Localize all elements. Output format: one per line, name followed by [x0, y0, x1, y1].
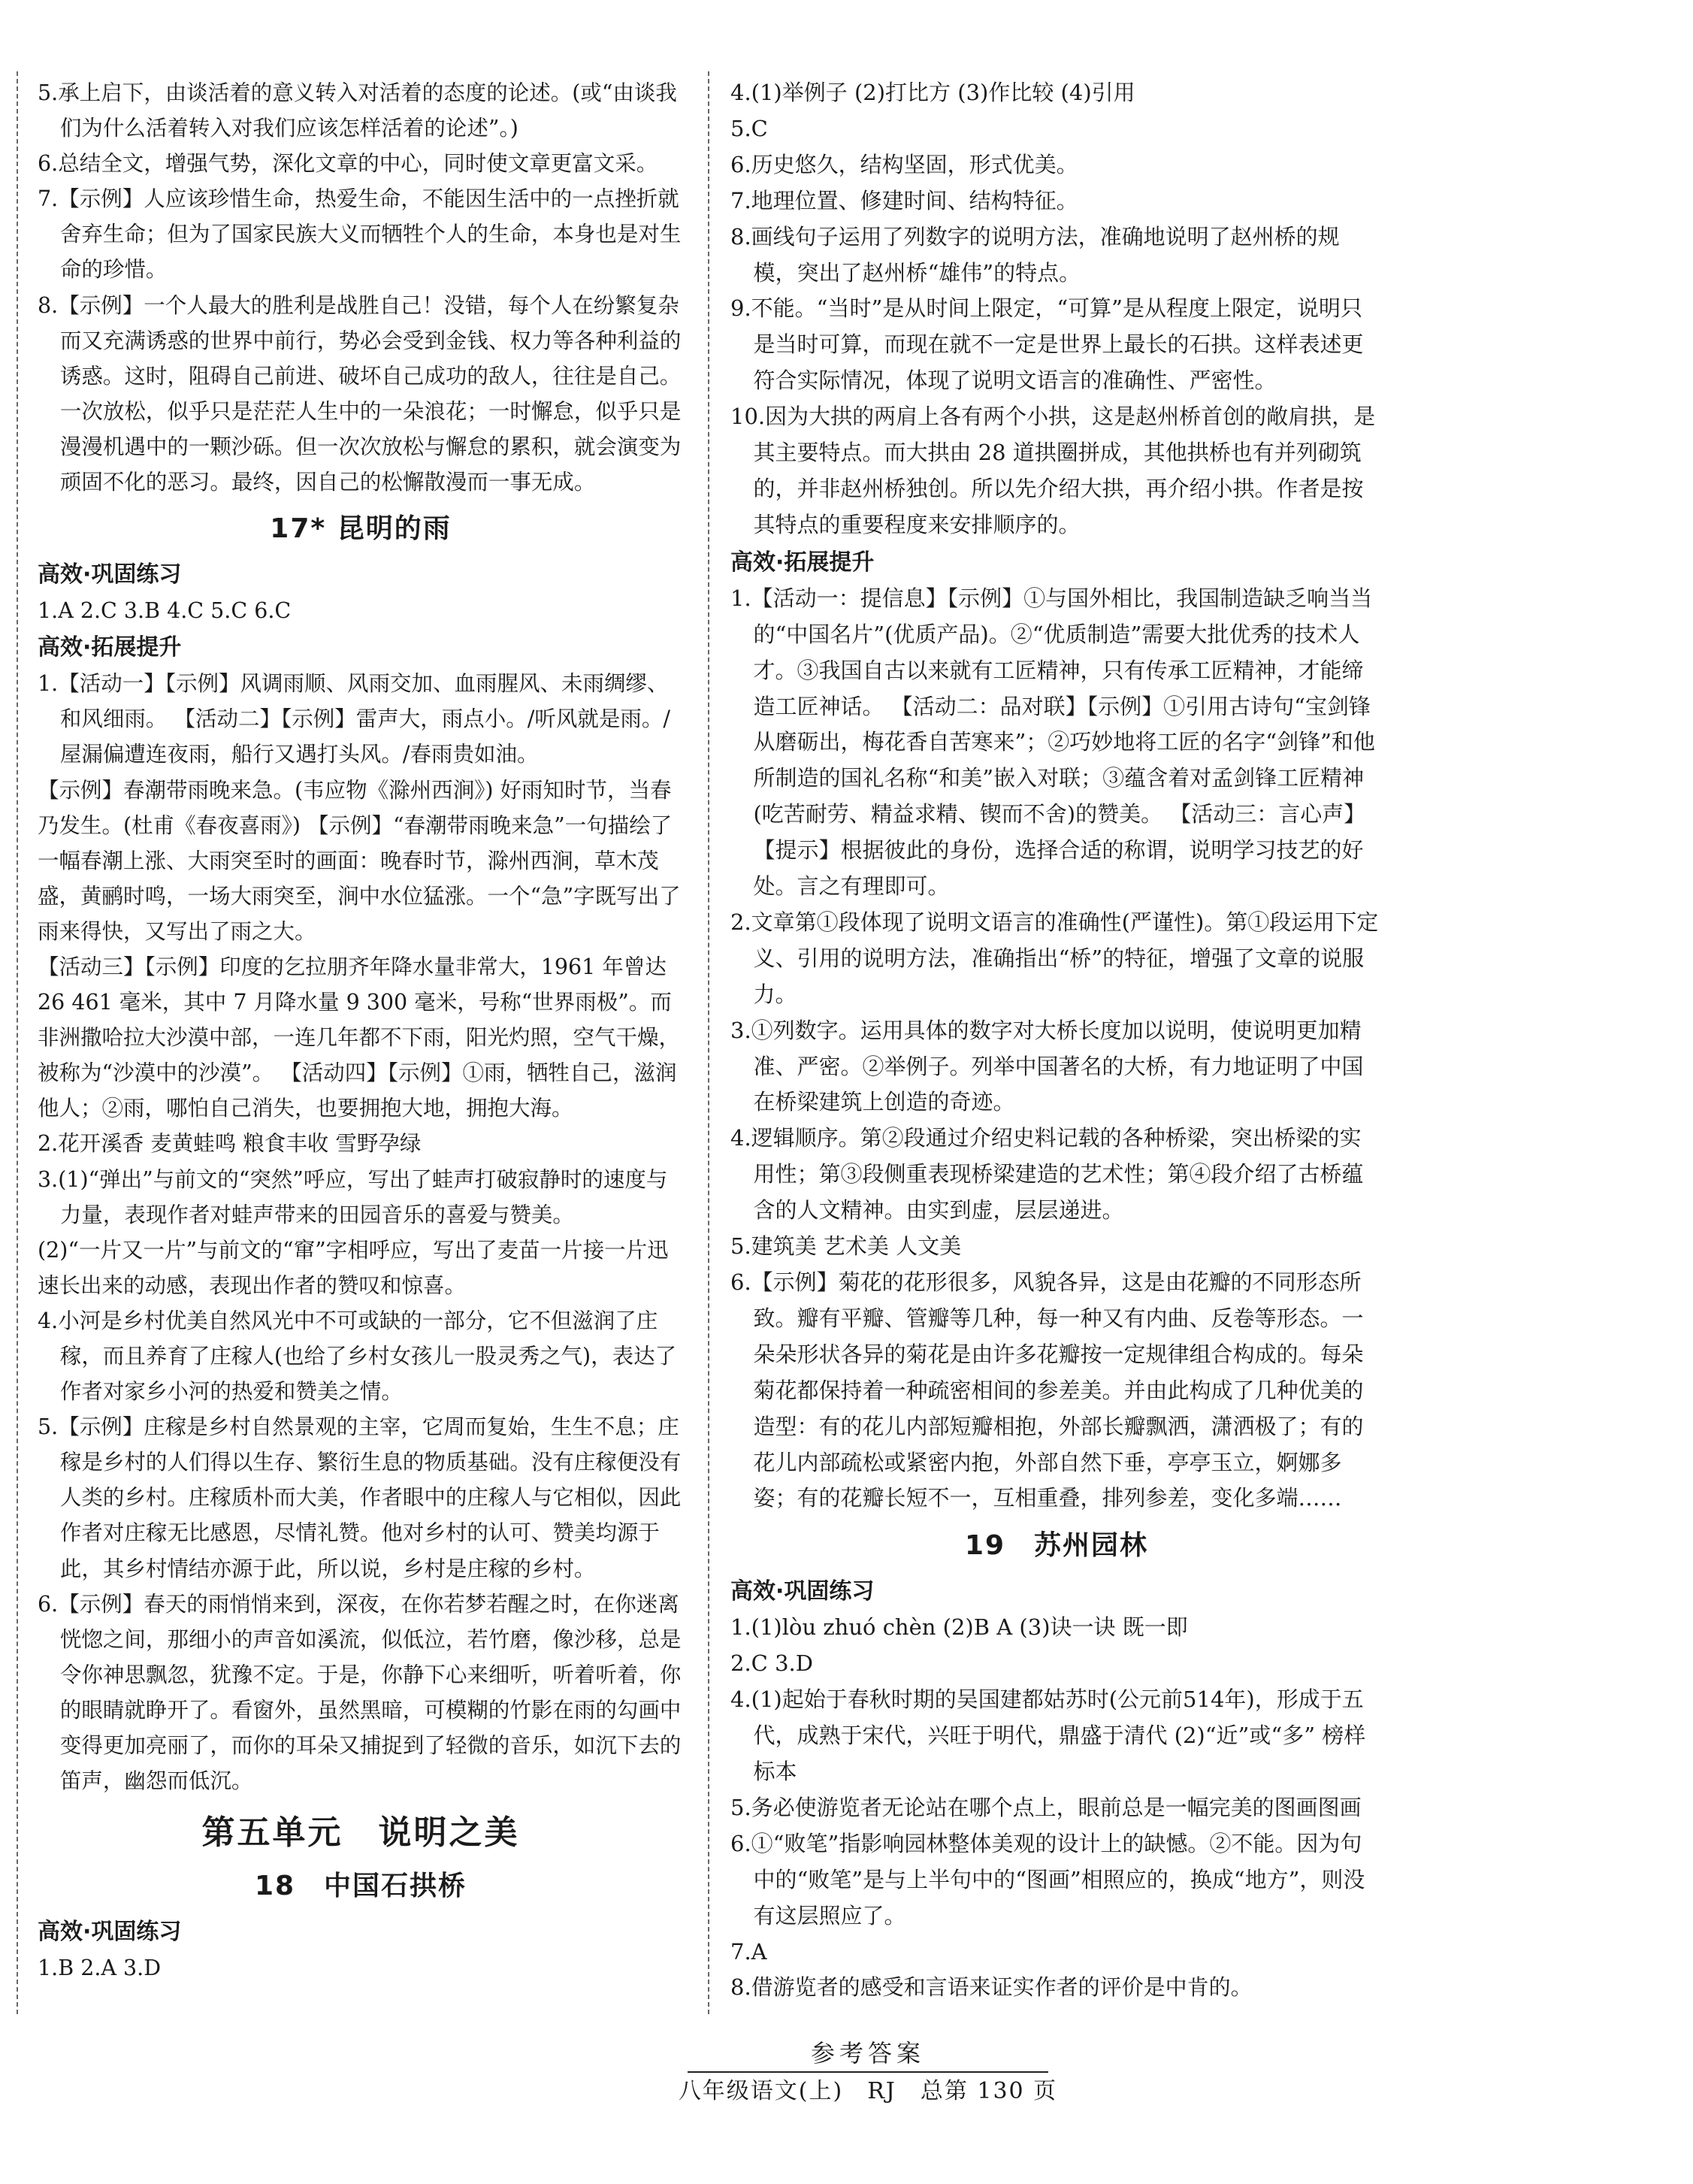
answer-item: 4.(1)举例子 (2)打比方 (3)作比较 (4)引用: [730, 80, 1135, 105]
answer-item: 1.B 2.A 3.D: [38, 1956, 162, 1981]
answer-item: 6.①“败笔”指影响园林整体美观的设计上的缺憾。②不能。因为句中的“败笔”是与上半句中的“图画”相照应的，换成“地方”，则没有这层照应了。: [730, 1830, 1365, 1928]
left-margin-dashed-rule: [17, 71, 18, 2014]
answer-item: 8.画线句子运用了列数字的说明方法，准确地说明了赵州桥的规模，突出了赵州桥“雄伟”的特点。: [730, 223, 1340, 286]
answer-item: 6.【示例】春天的雨悄悄来到，深夜，在你若梦若醒之时，在你迷离恍惚之间，那细小的声音如溪流，似低泣，若竹磨，像沙移，总是令你神思飘忽，犹豫不定。于是，你静下心来细听，听着听着，你的眼睛就睁开了。看窗外，虽然黑暗，可模糊的竹影在雨的勾画中变得更加亮丽了，而你的耳朵又捕捉到了轻微的音乐，如沉下去的笛声，幽怨而低沉。: [38, 1591, 682, 1794]
lesson-title: 18 中国石拱桥: [254, 1871, 467, 1902]
answer-item: 2.C 3.D: [730, 1650, 813, 1677]
answer-item: 2.文章第①段体现了说明文语言的准确性(严谨性)。第①段运用下定义、引用的说明方法，准确指出“桥”的特征，增强了文章的说服力。: [730, 909, 1379, 1007]
answer-item: 5.建筑美 艺术美 人文美: [730, 1233, 962, 1260]
section-label: 高效·巩固练习: [38, 561, 182, 588]
answer-item: 6.【示例】菊花的花形很多，风貌各异，这是由花瓣的不同形态所致。瓣有平瓣、管瓣等几种，每一种又有内曲、反卷等形态。一朵朵形状各异的菊花是由许多花瓣按一定规律组合构成的。每朵菊花都保持着一种疏密相间的参差美。并由此构成了几种优美的造型：有的花儿内部短瓣相抱，外部长瓣飘洒，潇洒极了；有的花儿内部疏松或紧密内抱，外部自然下垂，亭亭玉立，婀娜多姿；有的花瓣长短不一，互相重叠，排列参差，变化多端……: [730, 1269, 1364, 1511]
answer-item: 5.承上启下，由谈活着的意义转入对活着的态度的论述。(或“由谈我们为什么活着转入对我们应该怎样活着的论述”。): [38, 80, 677, 141]
answer-item: 7.A: [730, 1938, 767, 1965]
answer-item: 9.不能。“当时”是从时间上限定，“可算”是从程度上限定，说明只是当时可算，而现在就不一定是世界上最长的石拱。这样表述更符合实际情况，体现了说明文语言的准确性、严密性。: [730, 295, 1364, 394]
left-column: [38, 75, 684, 1986]
answer-item: (2)“一片又一片”与前文的“窜”字相呼应，写出了麦苗一片接一片迅速长出来的动感，表现出作者的赞叹和惊喜。: [38, 1237, 669, 1298]
answer-item: 8.借游览者的感受和言语来证实作者的评价是中肯的。: [730, 1974, 1253, 2001]
answer-item: 4.逻辑顺序。第②段通过介绍史料记载的各种桥梁，突出桥梁的实用性；第③段侧重表现桥梁建造的艺术性；第④段介绍了古桥蕴含的人文精神。由实到虚，层层递进。: [730, 1125, 1364, 1224]
page-footer: [642, 2037, 1093, 2107]
footer-rule: [688, 2071, 1048, 2073]
answer-item: 7.地理位置、修建时间、结构特征。: [730, 187, 1078, 213]
lesson-title: 17* 昆明的雨: [270, 513, 452, 545]
answer-item: 3.(1)“弹出”与前文的“突然”呼应，写出了蛙声打破寂静时的速度与力量，表现作者对蛙声带来的田园音乐的喜爱与赞美。: [38, 1166, 668, 1227]
answer-item: 5.C: [730, 115, 768, 141]
answer-item: 3.①列数字。运用具体的数字对大桥长度加以说明，使说明更加精准、严密。②举例子。列举中国著名的大桥，有力地证明了中国在桥梁建筑上创造的奇迹。: [730, 1017, 1364, 1115]
answer-item: 【示例】春潮带雨晚来急。(韦应物《滁州西涧》) 好雨知时节，当春乃发生。(杜甫《春夜喜雨》) 【示例】“春潮带雨晚来急”一句描绘了一幅春潮上涨、大雨突至时的画面：晚春时节，滁州西涧，草木茂盛，黄鹂时鸣，一场大雨突至，涧中水位猛涨。一个“急”字既写出了雨来得快，又写出了雨之大。: [38, 777, 681, 944]
answer-item: 10.因为大拱的两肩上各有两个小拱，这是赵州桥首创的敞肩拱，是其主要特点。而大拱由 28 道拱圈拼成，其他拱桥也有并列砌筑的，并非赵州桥独创。所以先介绍大拱，再介绍小拱。作者是按其特点的重要程度来安排顺序的。: [730, 404, 1376, 537]
answer-item: 7.【示例】人应该珍惜生命，热爱生命，不能因生活中的一点挫折就舍弃生命；但为了国家民族大义而牺牲个人的生命，本身也是对生命的珍惜。: [38, 186, 682, 283]
section-label: 高效·拓展提升: [38, 634, 182, 661]
answer-item: 1.【活动一：提信息】【示例】①与国外相比，我国制造缺乏响当当的“中国名片”(优质产品)。②“优质制造”需要大批优秀的技术人才。③我国自古以来就有工匠精神，只有传承工匠精神，才能缔造工匠神话。 【活动二：品对联】【示例】①引用古诗句“宝剑锋从磨砺出，梅花香自苦寒来”；②巧妙地将工匠的名字“剑锋”和他所制造的国礼名称“和美”嵌入对联；③蕴含着对孟剑锋工匠精神(吃苦耐劳、精益求精、锲而不舍)的赞美。 【活动三：言心声】【提示】根据彼此的身份，选择合适的称谓，说明学习技艺的好处。言之有理即可。: [730, 585, 1375, 900]
answer-item: 1.A 2.C 3.B 4.C 5.C 6.C: [38, 598, 292, 624]
answer-item: 4.(1)起始于春秋时期的吴国建都姑苏时(公元前514年)，形成于五代，成熟于宋代，兴旺于明代，鼎盛于清代 (2)“近”或“多” 榜样 标本: [730, 1686, 1366, 1784]
answer-item: 8.【示例】一个人最大的胜利是战胜自己！没错，每个人在纷繁复杂而又充满诱惑的世界中前行，势必会受到金钱、权力等各种利益的诱惑。这时，阻碍自己前进、破坏自己成功的敌人，往往是自己。一次放松，似乎只是茫茫人生中的一朵浪花；一时懈怠，似乎只是漫漫机遇中的一颗沙砾。但一次次放松与懈怠的累积，就会演变为顽固不化的恶习。最终，因自己的松懈散漫而一事无成。: [38, 292, 682, 495]
section-label: 高效·巩固练习: [730, 1578, 875, 1605]
lesson-title: 19 苏州园林: [964, 1530, 1149, 1562]
right-margin-dashed-rule: [708, 71, 709, 2014]
answer-item: 1.【活动一】【示例】风调雨顺、风雨交加、血雨腥风、未雨绸缪、和风细雨。 【活动二】【示例】雷声大，雨点小。/听风就是雨。/屋漏偏遭连夜雨，船行又遇打头风。/春雨贵如油。: [38, 671, 670, 767]
right-column: [730, 75, 1383, 2006]
answer-item: 5.【示例】庄稼是乡村自然景观的主宰，它周而复始，生生不息；庄稼是乡村的人们得以生存、繁衍生息的物质基础。没有庄稼便没有人类的乡村。庄稼质朴而大美，作者眼中的庄稼人与它相似，因此作者对庄稼无比感恩，尽情礼赞。他对乡村的认可、赞美均源于此，其乡村情结亦源于此，所以说，乡村是庄稼的乡村。: [38, 1414, 682, 1581]
answer-item: 2.花开溪香 麦黄蛙鸣 粮食丰收 雪野孕绿: [38, 1131, 422, 1157]
answer-item: 5.务必使游览者无论站在哪个点上，眼前总是一幅完美的图画图画: [730, 1794, 1362, 1820]
footer-page-info: 八年级语文(上) RJ 总第 130 页: [678, 2078, 1058, 2104]
section-label: 高效·巩固练习: [38, 1919, 182, 1946]
answer-item: 6.总结全文，增强气势，深化文章的中心，同时使文章更富文采。: [38, 151, 658, 177]
unit-title: 第五单元 说明之美: [201, 1813, 520, 1853]
section-label: 高效·拓展提升: [730, 549, 875, 576]
footer-title: 参考答案: [810, 2039, 925, 2068]
answer-item: 6.历史悠久，结构坚固，形式优美。: [730, 151, 1078, 177]
answer-item: 【活动三】【示例】印度的乞拉朋齐年降水量非常大，1961 年曾达 26 461 毫米，其中 7 月降水量 9 300 毫米，号称“世界雨极”。而非洲撒哈拉大沙漠中部，一连几年都不下雨，阳光灼照，空气干燥，被称为“沙漠中的沙漠”。 【活动四】【示例】①雨，牺牲自己，滋润他人；②雨，哪怕自己消失，也要拥抱大地，拥抱大海。: [38, 954, 681, 1121]
answer-item: 4.小河是乡村优美自然风光中不可或缺的一部分，它不但滋润了庄稼，而且养育了庄稼人(也给了乡村女孩儿一股灵秀之气)，表达了作者对家乡小河的热爱和赞美之情。: [38, 1308, 677, 1405]
answer-item: 1.(1)lòu zhuó chèn (2)B A (3)诀一诀 既一即: [730, 1614, 1188, 1641]
